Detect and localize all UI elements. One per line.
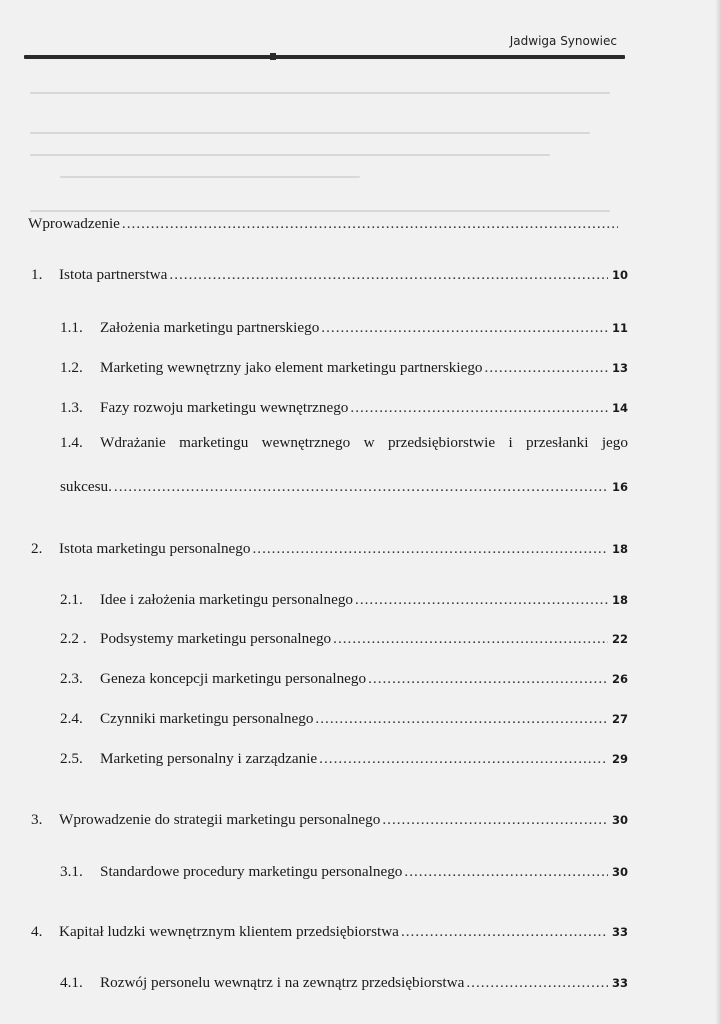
toc-entry-number: 2.5. <box>60 750 83 767</box>
running-header-author: Jadwiga Synowiec <box>509 34 617 48</box>
toc-leader-dots <box>315 709 608 729</box>
toc-entry-title: Fazy rozwoju marketingu wewnętrznego <box>100 399 349 416</box>
toc-entry <box>60 669 628 689</box>
toc-entry-intro <box>28 214 620 234</box>
toc-entry-title: Wprowadzenie <box>28 215 120 232</box>
toc-leader-dots <box>114 477 608 497</box>
toc-entry-page: 33 <box>611 925 628 939</box>
toc-leader-dots <box>466 973 608 993</box>
toc-leader-dots <box>122 214 618 234</box>
toc-entry-page: 33 <box>611 976 628 990</box>
toc-entry-number: 2.3. <box>60 670 83 687</box>
toc-entry-page: 11 <box>611 321 628 335</box>
toc-entry-number: 1.1. <box>60 319 83 336</box>
toc-entry-title: Istota partnerstwa <box>59 266 168 283</box>
toc-entry-title: Rozwój personelu wewnątrz i na zewnątrz przedsiębiorstwa <box>100 974 465 991</box>
toc-entry <box>60 433 628 453</box>
toc-entry-number: 2.4. <box>60 710 83 727</box>
toc-entry-title: Marketing personalny i zarządzanie <box>100 750 318 767</box>
toc-entry-page: 13 <box>611 361 628 375</box>
bleed-through-line <box>30 132 590 134</box>
bleed-through-line <box>60 176 360 178</box>
toc-entry-continuation <box>60 477 628 497</box>
toc-entry-page: 18 <box>611 593 628 607</box>
toc-entry-number: 2. <box>31 540 43 557</box>
toc-entry <box>31 922 628 942</box>
toc-entry-page: 10 <box>611 268 628 282</box>
toc-entry-page: 18 <box>611 542 628 556</box>
toc-entry <box>60 749 628 769</box>
toc-entry-page: 26 <box>611 672 628 686</box>
toc-entry-title: Założenia marketingu partnerskiego <box>100 319 320 336</box>
toc-entry-number: 1.2. <box>60 359 83 376</box>
toc-leader-dots <box>333 629 608 649</box>
toc-entry-title: Geneza koncepcji marketingu personalnego <box>100 670 367 687</box>
toc-entry <box>60 318 628 338</box>
toc-entry-page: 29 <box>611 752 628 766</box>
toc-entry <box>60 629 628 649</box>
toc-entry-page: 22 <box>611 632 628 646</box>
toc-leader-dots <box>401 922 608 942</box>
toc-entry-page: 14 <box>611 401 628 415</box>
header-rule <box>24 55 625 59</box>
toc-entry <box>60 862 628 882</box>
toc-entry-title: Idee i założenia marketingu personalnego <box>100 591 354 608</box>
toc-entry <box>60 398 628 418</box>
toc-entry-title: Istota marketingu personalnego <box>59 540 251 557</box>
bleed-through-line <box>30 210 610 212</box>
toc-leader-dots <box>404 862 608 882</box>
toc-entry-number: 3. <box>31 811 43 828</box>
toc-entry-title: Wdrażanie marketingu wewnętrznego w przedsiębiorstwie i przesłanki jego <box>100 434 628 451</box>
toc-entry <box>60 590 628 610</box>
toc-entry-page: 16 <box>611 480 628 494</box>
toc-entry-title: Czynniki marketingu personalnego <box>100 710 314 727</box>
page-edge-shadow <box>715 0 721 1024</box>
bleed-through-line <box>30 154 550 156</box>
toc-entry <box>60 973 628 993</box>
toc-entry-title: Kapitał ludzki wewnętrznym klientem przedsiębiorstwa <box>59 923 399 940</box>
bleed-through-line <box>30 92 610 94</box>
toc-leader-dots <box>382 810 608 830</box>
toc-leader-dots <box>321 318 608 338</box>
header-rule-notch <box>270 53 276 60</box>
toc-leader-dots <box>252 539 608 559</box>
toc-leader-dots <box>350 398 608 418</box>
toc-leader-dots <box>485 358 608 378</box>
toc-entry-title: Marketing wewnętrzny jako element marketingu partnerskiego <box>100 359 483 376</box>
toc-entry <box>31 810 628 830</box>
toc-entry <box>31 265 628 285</box>
toc-entry-number: 1.3. <box>60 399 83 416</box>
toc-entry-page: 27 <box>611 712 628 726</box>
toc-entry-number: 2.1. <box>60 591 83 608</box>
toc-leader-dots <box>355 590 608 610</box>
toc-entry-title: sukcesu. <box>60 478 112 495</box>
toc-entry-title: Podsystemy marketingu personalnego <box>100 630 332 647</box>
toc-leader-dots <box>169 265 608 285</box>
toc-entry <box>60 358 628 378</box>
toc-entry-number: 4. <box>31 923 43 940</box>
toc-entry-number: 1. <box>31 266 43 283</box>
toc-entry <box>60 709 628 729</box>
toc-entry-number: 2.2 . <box>60 630 87 647</box>
toc-entry-number: 3.1. <box>60 863 83 880</box>
toc-leader-dots <box>319 749 608 769</box>
toc-entry-number: 4.1. <box>60 974 83 991</box>
toc-entry-title: Wprowadzenie do strategii marketingu personalnego <box>59 811 381 828</box>
toc-entry-number: 1.4. <box>60 434 83 451</box>
toc-entry-page: 30 <box>611 813 628 827</box>
toc-entry-title: Standardowe procedury marketingu personalnego <box>100 863 403 880</box>
toc-leader-dots <box>368 669 608 689</box>
toc-entry-page: 30 <box>611 865 628 879</box>
toc-entry <box>31 539 628 559</box>
